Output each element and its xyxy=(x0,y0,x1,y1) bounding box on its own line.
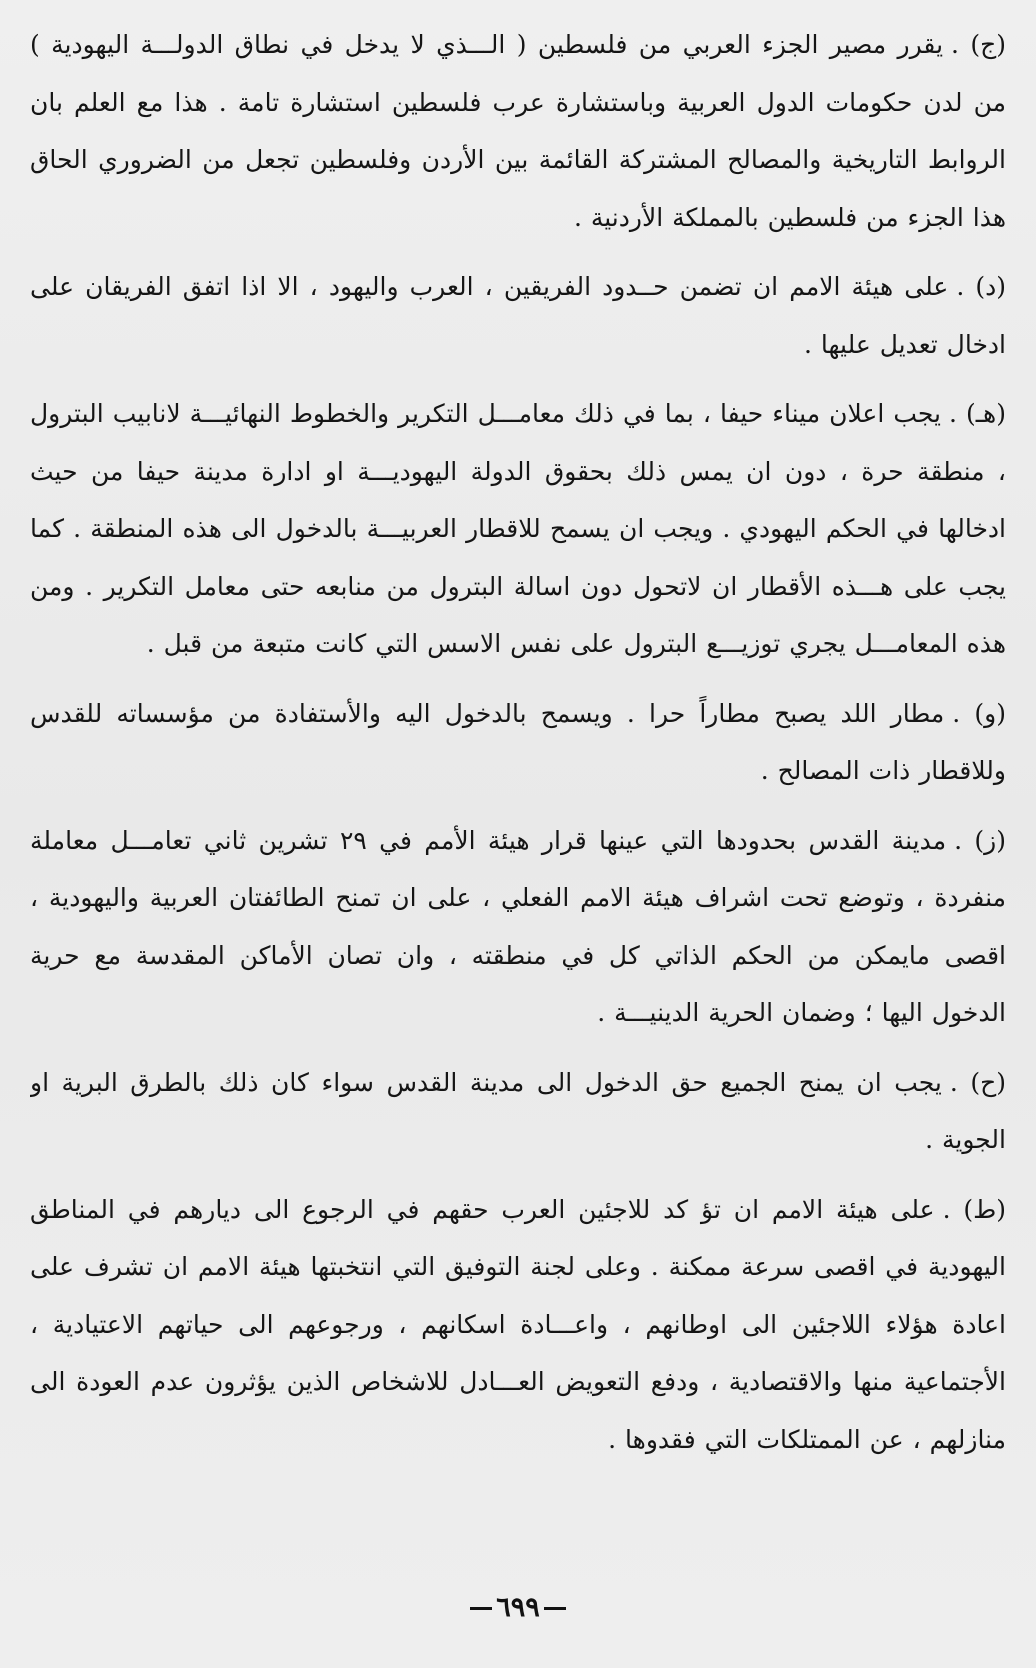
clause-dal xyxy=(30,258,1006,373)
clause-label: (ط) . xyxy=(942,1194,1006,1224)
clause-label: (و) . xyxy=(952,698,1006,728)
clause-label: (هـ) . xyxy=(948,399,1006,428)
clause-label: (ز) . xyxy=(954,825,1006,855)
clause-zay xyxy=(30,812,1006,1042)
clause-text: يقرر مصير الجزء العربي من فلسطين ( الـــذي لا يدخل في نطاق الدولـــة اليهودية ) من لدن حكومات الدول العربية وباستشارة عرب فلسطين استشارة تامة . هذا مع العلم بان الروابط التاريخية والمصالح المشتركة القائمة بين الأردن وفلسطين تجعل من الضروري الحاق هذا الجزء من فلسطين بالمملكة الأردنية . xyxy=(30,30,1006,232)
clause-label: (ج) . xyxy=(951,30,1006,59)
clause-text: على هيئة الامم ان تضمن حــدود الفريقين ، العرب واليهود ، الا اذا اتفق الفريقان على ادخال تعديل عليها . xyxy=(30,272,1006,359)
clause-text: يجب اعلان ميناء حيفا ، بما في ذلك معامـــل التكرير والخطوط النهائيـــة لانابيب البترول ، منطقة حرة ، دون ان يمس ذلك بحقوق الدولة اليهوديـــة او ادارة مدينة حيفا من حيث ادخالها في الحكم اليهودي . ويجب ان يسمح للاقطار العربيـــة بالدخول الى هذه المنطقة . كما يجب على هـــذه الأقطار ان لاتحول دون اسالة البترول من منابعه حتى معامل التكرير . ومن هذه المعامـــل يجري توزيـــع البترول على نفس الاسس التي كانت متبعة من قبل . xyxy=(30,399,1006,658)
folio-dash-left xyxy=(544,1607,566,1610)
clause-label: (د) . xyxy=(956,272,1006,301)
clause-text: مطار اللد يصبح مطاراً حرا . ويسمح بالدخول اليه والأستفادة من مؤسساته للقدس وللاقطار ذات المصالح . xyxy=(30,698,1006,785)
page-body xyxy=(30,16,1006,1546)
clause-waw xyxy=(30,685,1006,800)
page-number xyxy=(0,1592,1036,1623)
clause-text: مدينة القدس بحدودها التي عينها قرار هيئة الأمم في ٢٩ تشرين ثاني تعامـــل معاملة منفردة ، وتوضع تحت اشراف هيئة الامم الفعلي ، على ان تمنح الطائفتان العربية واليهودية ، اقصى مايمكن من الحكم الذاتي كل في منطقته ، وان تصان الأماكن المقدسة مع حرية الدخول اليها ؛ وضمان الحرية الدينيـــة . xyxy=(30,825,1006,1027)
clause-label: (ح) . xyxy=(949,1067,1006,1097)
clause-tta xyxy=(30,1181,1006,1469)
folio-dash-right xyxy=(470,1607,492,1610)
clause-text: يجب ان يمنح الجميع حق الدخول الى مدينة القدس سواء كان ذلك بالطرق البرية او الجوية . xyxy=(30,1067,1006,1154)
clause-jim xyxy=(30,16,1006,246)
clause-text: على هيئة الامم ان تؤ كد للاجئين العرب حقهم في الرجوع الى ديارهم في المناطق اليهودية في اقصى سرعة ممكنة . وعلى لجنة التوفيق التي انتخبتها هيئة الامم ان تشرف على اعادة هؤلاء اللاجئين الى اوطانهم ، واعـــادة اسكانهم ، ورجوعهم الى حياتهم الاعتيادية ، الأجتماعية منها والاقتصادية ، ودفع التعويض العـــادل للاشخاص الذين يؤثرون عدم العودة الى منازلهم ، عن الممتلكات التي فقدوها . xyxy=(30,1194,1006,1454)
clause-hha xyxy=(30,1054,1006,1169)
page-number-text: ٦٩٩ xyxy=(496,1592,540,1623)
clause-ha xyxy=(30,385,1006,673)
